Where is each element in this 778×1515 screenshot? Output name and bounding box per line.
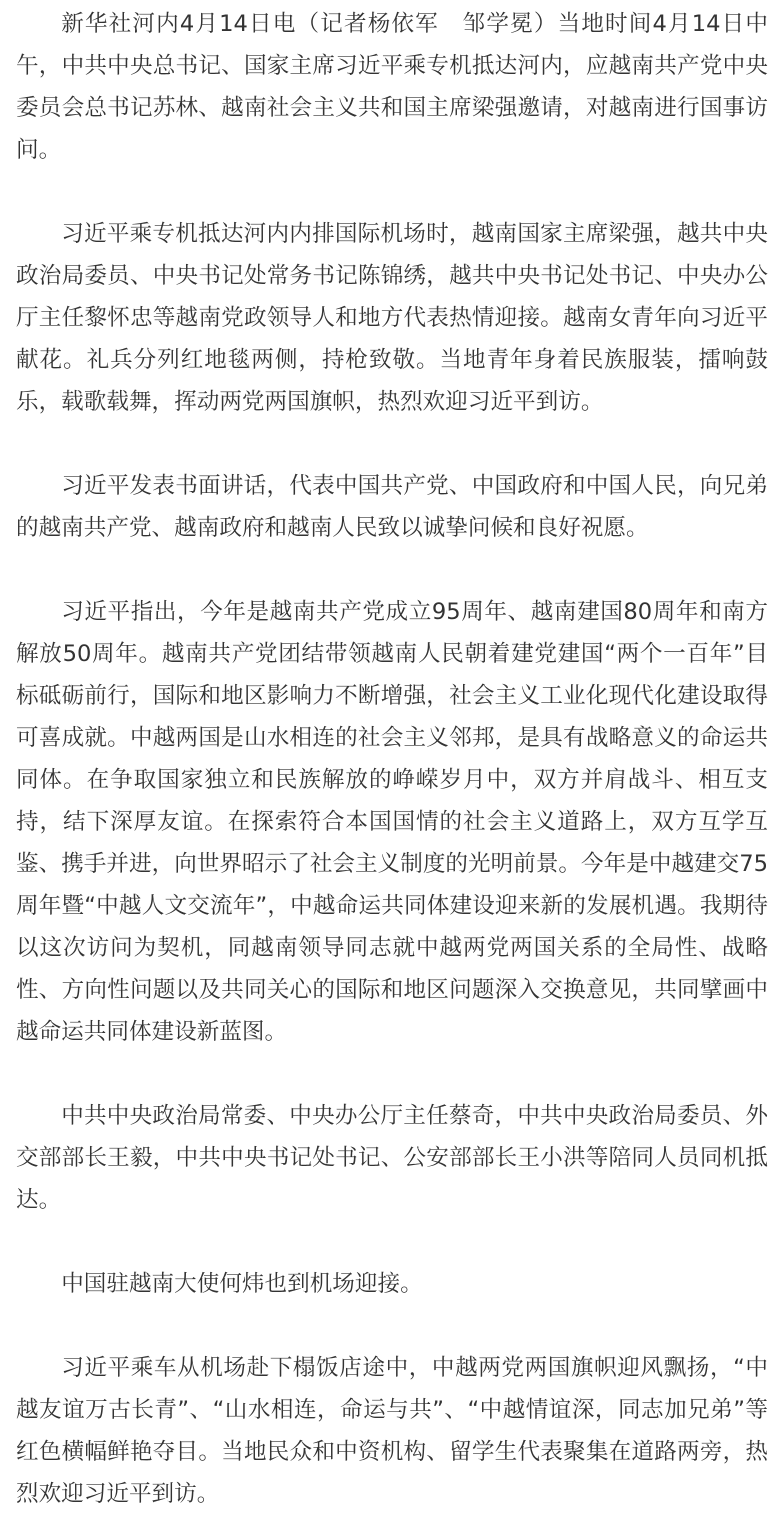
- paragraph-4: 习近平指出，今年是越南共产党成立95周年、越南建国80周年和南方解放50周年。越南共产党团结带领越南人民朝着建党建国“两个一百年”目标砥砺前行，国际和地区影响力不断增强，社会主义工业化现代化建设取得可喜成就。中越两国是山水相连的社会主义邻邦，是具有战略意义的命运共同体。在争取国家独立和民族解放的峥嵘岁月中，双方并肩战斗、相互支持，结下深厚友谊。在探索符合本国国情的社会主义道路上，双方互学互鉴、携手并进，向世界昭示了社会主义制度的光明前景。今年是中越建交75周年暨“中越人文交流年”，中越命运共同体建设迎来新的发展机遇。我期待以这次访问为契机，同越南领导同志就中越两党两国关系的全局性、战略性、方向性问题以及共同关心的国际和地区问题深入交换意见，共同擘画中越命运共同体建设新蓝图。: [16, 599, 768, 1045]
- paragraph-7: 习近平乘车从机场赴下榻饭店途中，中越两党两国旗帜迎风飘扬，“中越友谊万古长青”、“山水相连，命运与共”、“中越情谊深，同志加兄弟”等红色横幅鲜艳夺目。当地民众和中资机构、留学生代表聚集在道路两旁，热烈欢迎习近平到访。: [16, 1355, 768, 1507]
- paragraph-5: 中共中央政治局常委、中央办公厅主任蔡奇，中共中央政治局委员、外交部部长王毅，中共中央书记处书记、公安部部长王小洪等陪同人员同机抵达。: [16, 1103, 768, 1213]
- paragraph-3: 习近平发表书面讲话，代表中国共产党、中国政府和中国人民，向兄弟的越南共产党、越南政府和越南人民致以诚挚问候和良好祝愿。: [16, 473, 768, 541]
- article-body: [16, 3, 768, 1515]
- paragraph-6: 中国驻越南大使何炜也到机场迎接。: [61, 1271, 423, 1297]
- paragraph-2: 习近平乘专机抵达河内内排国际机场时，越南国家主席梁强，越共中央政治局委员、中央书记处常务书记陈锦绣，越共中央书记处书记、中央办公厅主任黎怀忠等越南党政领导人和地方代表热情迎接。越南女青年向习近平献花。礼兵分列红地毯两侧，持枪致敬。当地青年身着民族服装，擂响鼓乐，载歌载舞，挥动两党两国旗帜，热烈欢迎习近平到访。: [16, 221, 768, 415]
- paragraph-1: 新华社河内4月14日电（记者杨依军 邹学冕）当地时间4月14日中午，中共中央总书记、国家主席习近平乘专机抵达河内，应越南共产党中央委员会总书记苏林、越南社会主义共和国主席梁强邀请，对越南进行国事访问。: [16, 11, 768, 163]
